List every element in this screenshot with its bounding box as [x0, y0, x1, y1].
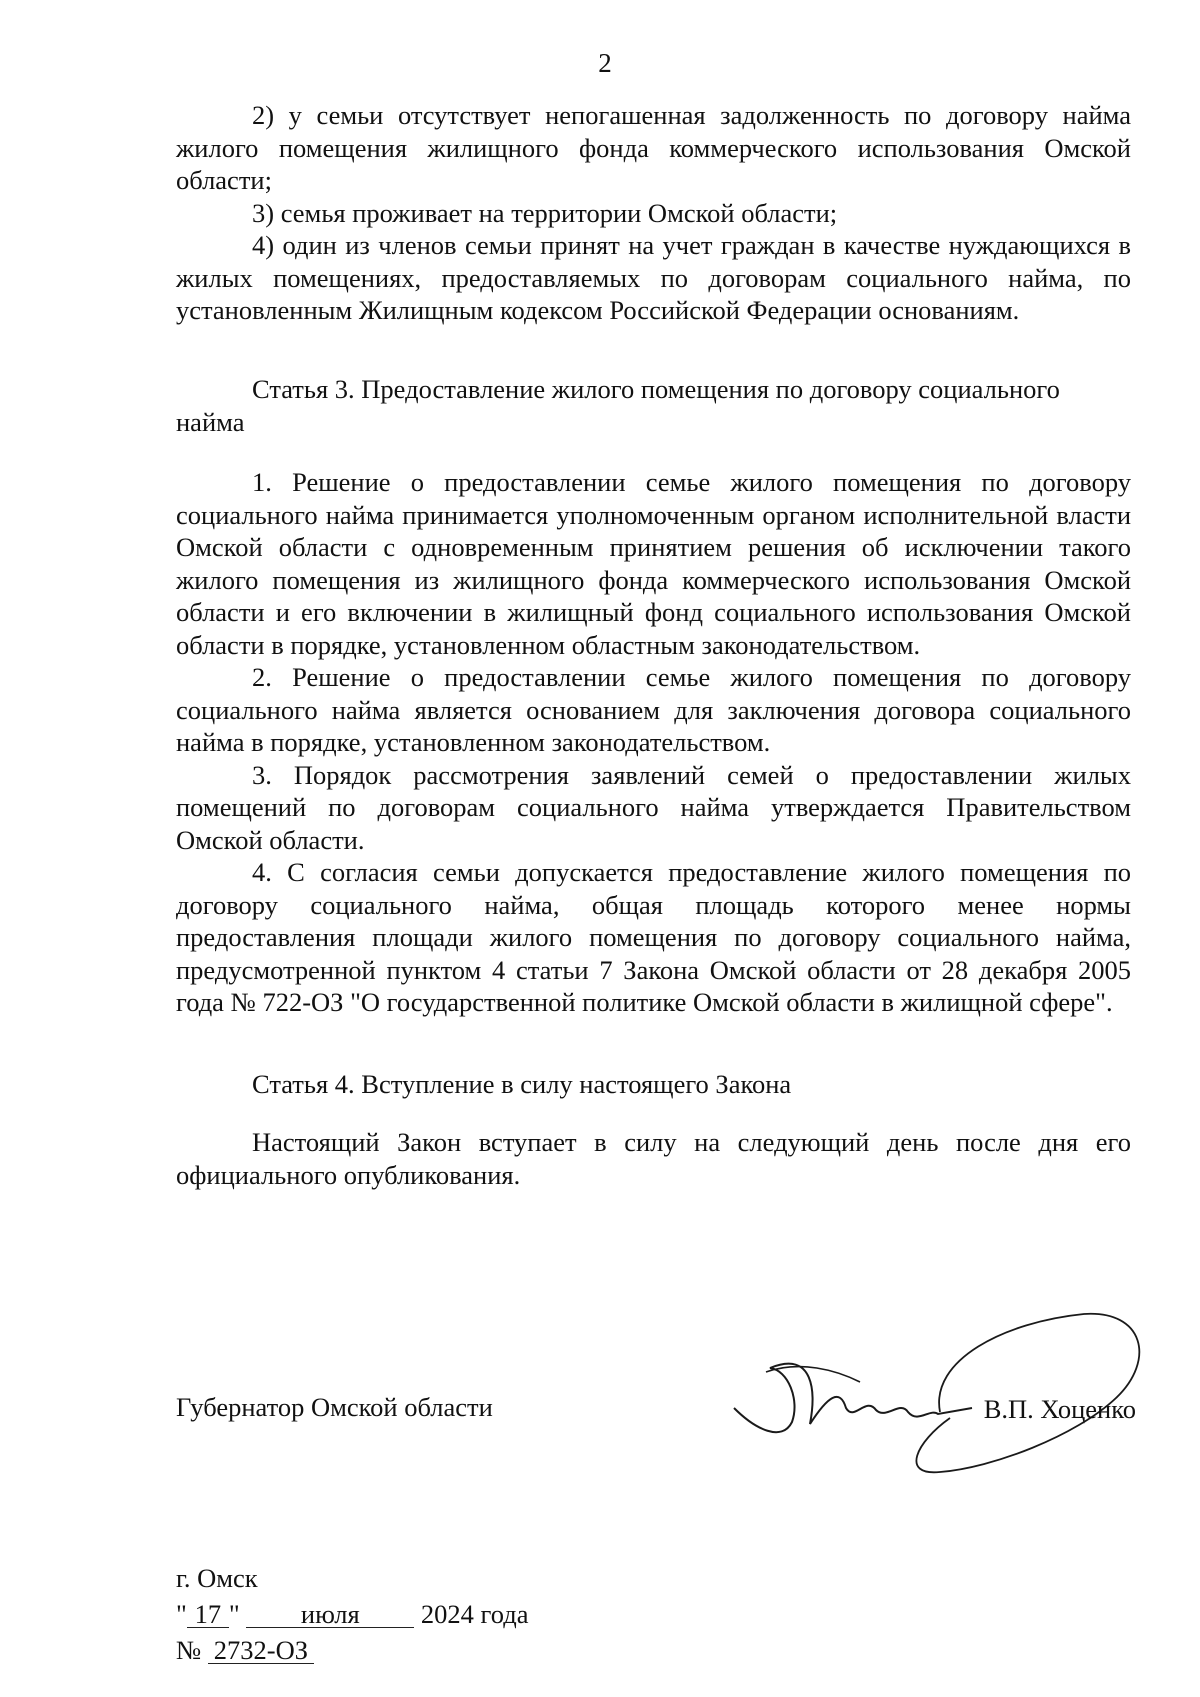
article-4-heading: Статья 4. Вступление в силу настоящего Закона — [252, 1069, 792, 1099]
signature-block — [176, 1380, 1136, 1520]
date-year: 2024 года — [420, 1599, 529, 1629]
number-prefix: № — [176, 1635, 202, 1665]
governor-name: В.П. Хоценко — [983, 1394, 1136, 1424]
article-3-item-1: 1. Решение о предоставлении семье жилого помещения по договору социального найма принимается уполномоченным органом исполнительной власти Омской области с одновременным принятием решения об исключении такого жилого помещения из жилищного фонда коммерческого использования Омской области и его включении в жилищный фонд социального использования Омской области в порядке, установленном областным законодательством. — [176, 467, 1131, 660]
document-number-line — [176, 1632, 528, 1668]
page-number: 2 — [598, 48, 612, 78]
document-footer — [176, 1560, 528, 1668]
article-3-heading-block — [176, 373, 1131, 438]
date-day: 17 — [187, 1601, 229, 1628]
article-4-heading-block — [176, 1068, 1131, 1101]
article-3-item-3: 3. Порядок рассмотрения заявлений семей о предоставлении жилых помещений по договорам социального найма утверждается Правительством Омской области. — [176, 759, 1131, 855]
date-quote-open: " — [176, 1599, 187, 1629]
governor-title: Губернатор Омской области — [176, 1392, 493, 1422]
list-continuation — [176, 99, 1131, 327]
date-line — [176, 1596, 528, 1632]
date-month: июля — [246, 1601, 414, 1628]
article-4-text: Настоящий Закон вступает в силу на следующий день после дня его официального опубликования. — [176, 1127, 1131, 1190]
list-item-2: 2) у семьи отсутствует непогашенная задолженность по договору найма жилого помещения жилищного фонда коммерческого использования Омской области; — [176, 100, 1131, 195]
city: г. Омск — [176, 1563, 258, 1593]
article-3-heading: Статья 3. Предоставление жилого помещения по договору социального найма — [176, 374, 1060, 437]
date-quote-close: " — [228, 1599, 240, 1629]
document-number: 2732-ОЗ — [208, 1637, 314, 1664]
list-item-3: 3) семья проживает на территории Омской области; — [252, 197, 838, 228]
article-4-body — [176, 1126, 1131, 1191]
article-3-item-4: 4. С согласия семьи допускается предоставление жилого помещения по договору социального найма, общая площадь которого менее нормы предоставления площади жилого помещения по договору социального найма, предусмотренной пунктом 4 статьи 7 Закона Омской области от 28 декабря 2005 года № 722-ОЗ "О государственной политике Омской области в жилищной сфере". — [176, 857, 1131, 1017]
article-3-body — [176, 466, 1131, 1019]
article-3-item-2: 2. Решение о предоставлении семье жилого помещения по договору социального найма является основанием для заключения договора социального найма в порядке, установленном законодательством. — [176, 662, 1131, 757]
list-item-4: 4) один из членов семьи принят на учет граждан в качестве нуждающихся в жилых помещениях, предоставляемых по договорам социального найма, по установленным Жилищным кодексом Российской Федерации основаниям. — [176, 230, 1131, 325]
